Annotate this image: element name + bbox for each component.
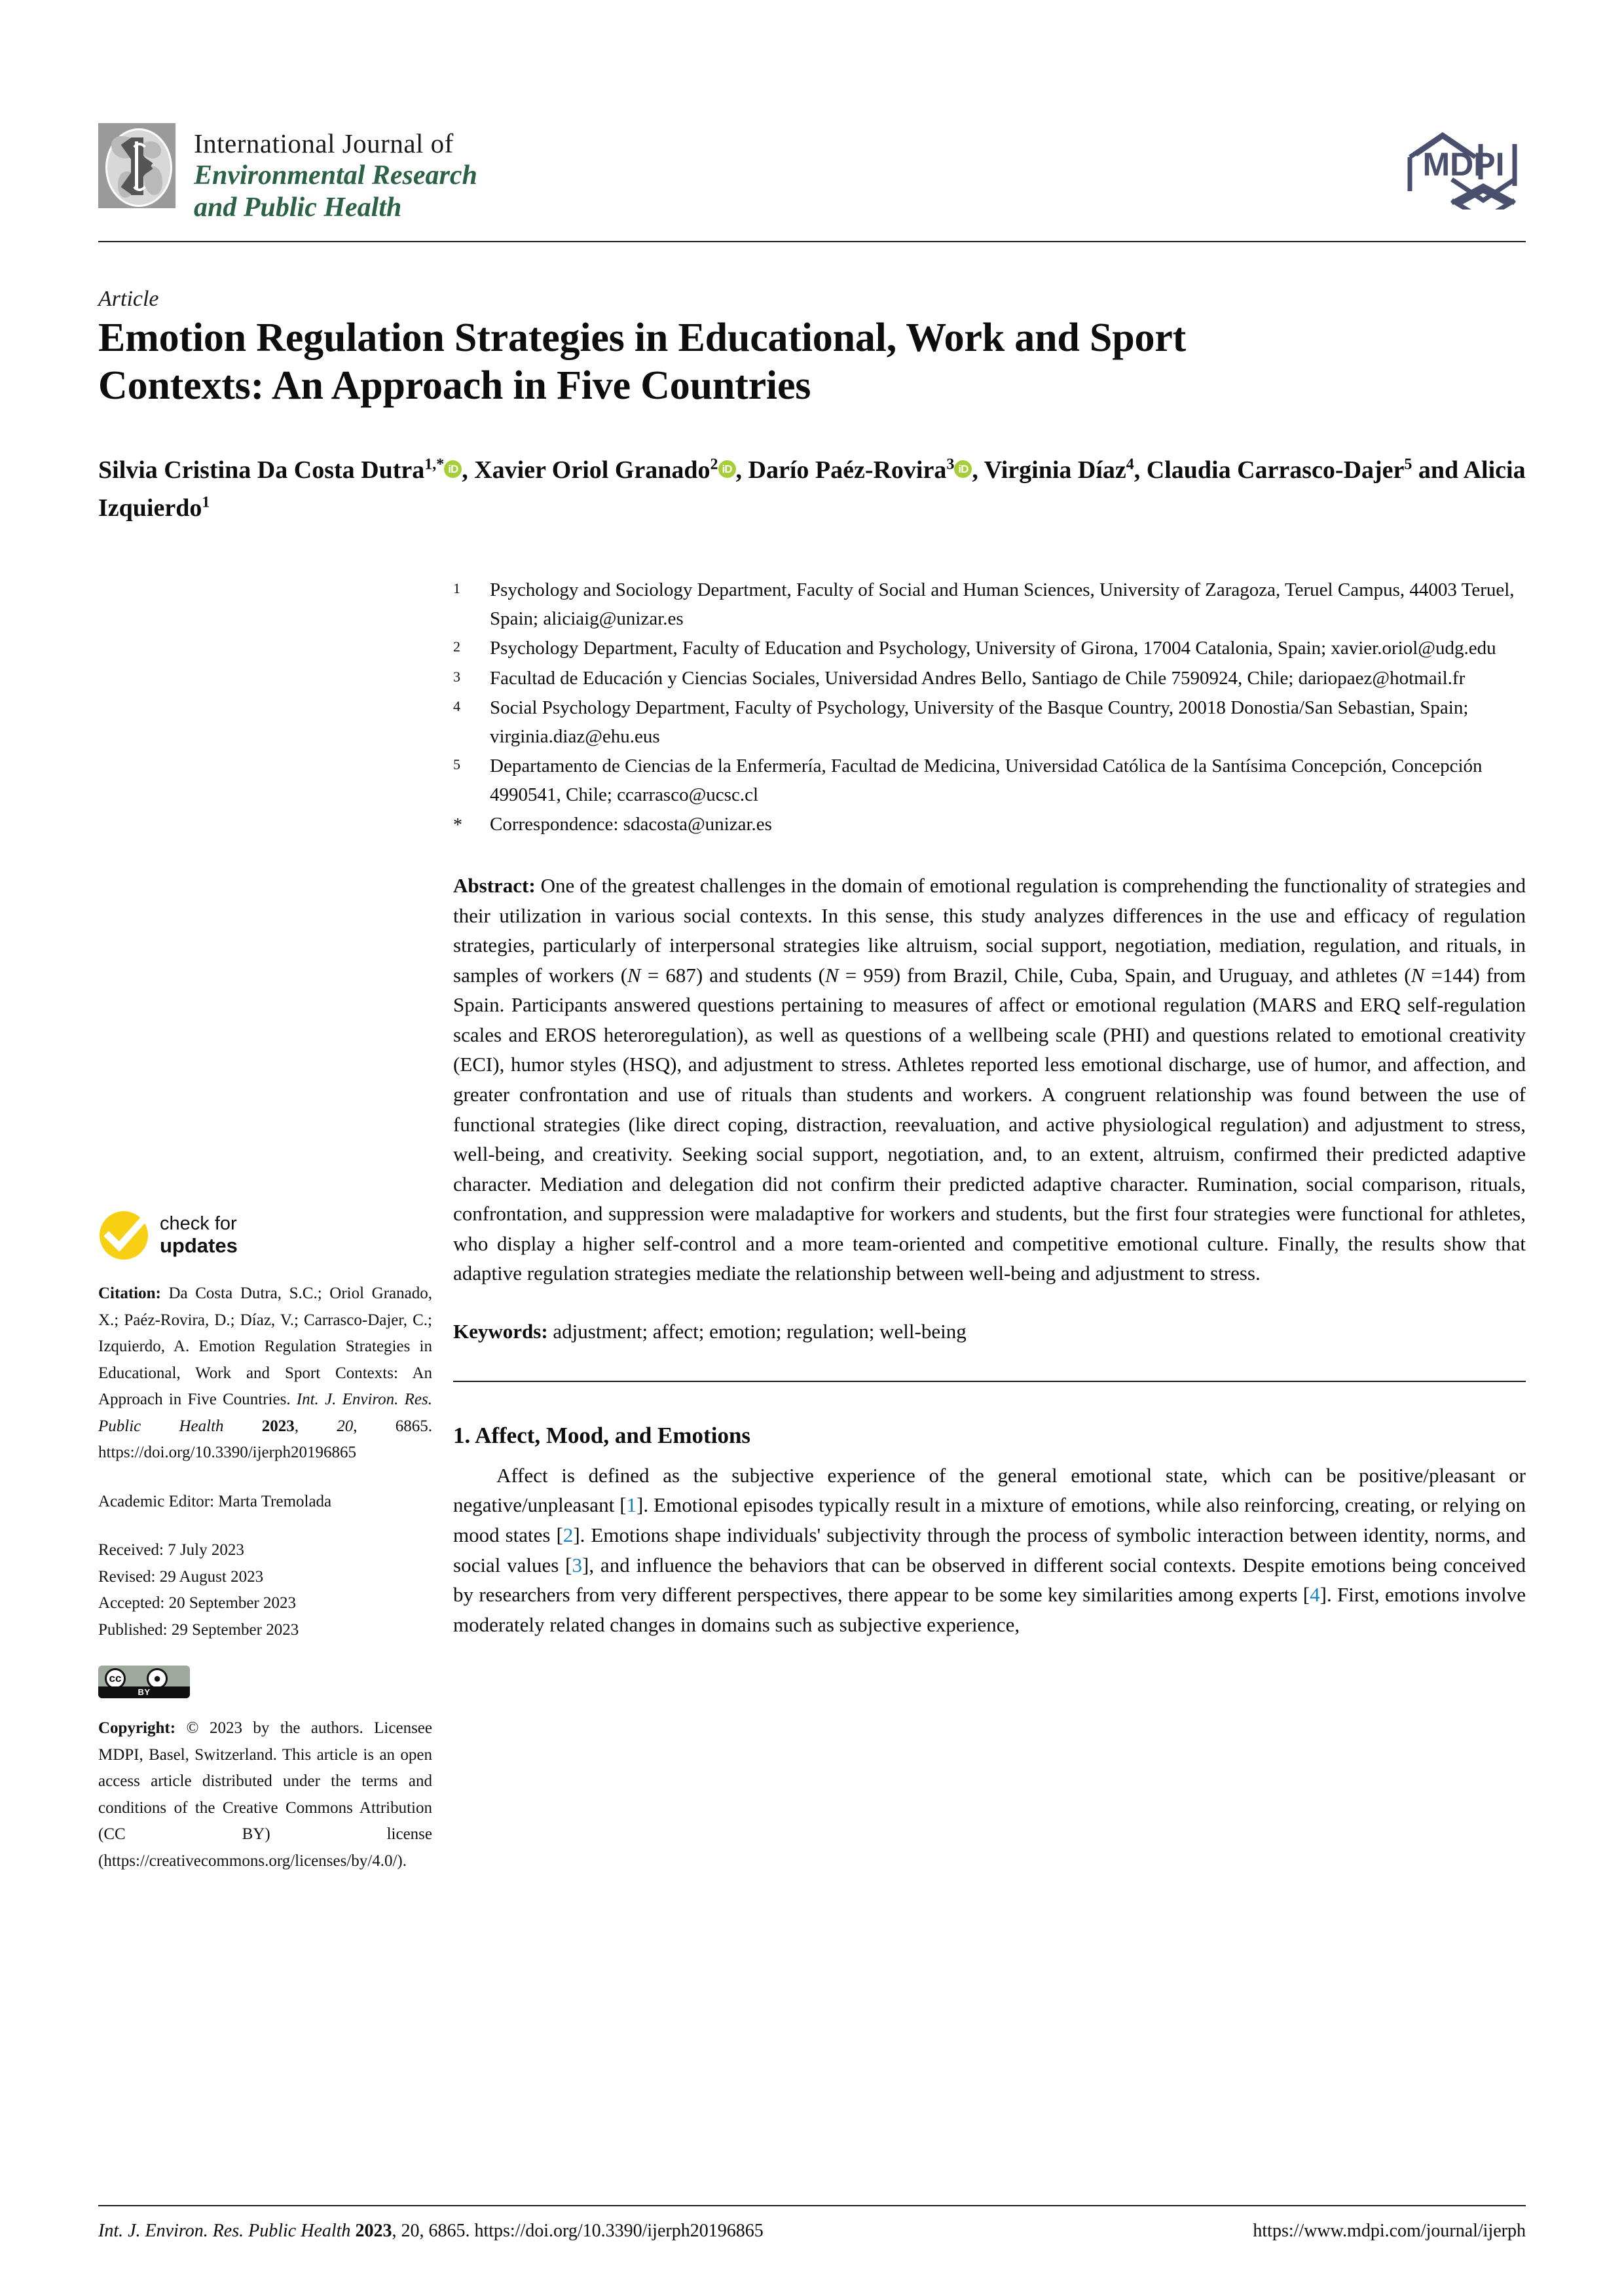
affiliation-item bbox=[453, 752, 1526, 809]
citation-block bbox=[98, 1281, 432, 1467]
affiliation-marker: 4 bbox=[453, 698, 460, 714]
journal-title-line3: and Public Health bbox=[194, 192, 402, 223]
citation-link-3[interactable]: 3 bbox=[572, 1553, 582, 1576]
paper-title-line2: Contexts: An Approach in Five Countries bbox=[98, 363, 811, 409]
affiliation-item bbox=[453, 665, 1526, 693]
received-date: Received: 7 July 2023 bbox=[98, 1541, 244, 1559]
affiliation-marker: 3 bbox=[453, 668, 460, 685]
author-sup-2: 2 bbox=[710, 456, 718, 473]
affiliation-text: Psychology Department, Faculty of Education and Psychology, University of Girona, 17004 Catalonia, Spain; xavier.oriol@udg.edu bbox=[490, 638, 1496, 659]
abstract-label: Abstract: bbox=[453, 874, 536, 897]
affiliation-item bbox=[453, 694, 1526, 751]
author-sup-5: 5 bbox=[1404, 456, 1412, 473]
keywords-text: adjustment; affect; emotion; regulation; well-being bbox=[547, 1319, 967, 1343]
author-name-6: Alicia Izquierdo bbox=[98, 456, 1526, 522]
published-date: Published: 29 September 2023 bbox=[98, 1620, 299, 1639]
keywords bbox=[453, 1317, 1526, 1347]
body-part-2: ]. Emotional episodes typically result in a mixture of emotions, while also reinforcing, creating, or relying on mood states [ bbox=[453, 1493, 1526, 1546]
author-list: Silvia Cristina Da Costa Dutra$^{1,*}$ iD , Xavier Oriol Granado$^2$ iD , Darío Paéz-Rovira$^3$ iD , Virginia Díaz$^4$, Claudia Carrasco-Dajer$^5$ and Alicia Izquierdo$^1$ bbox=[98, 456, 1526, 522]
check-for-updates-text bbox=[160, 1213, 238, 1257]
mdpi-logo-icon bbox=[1401, 126, 1526, 210]
creative-commons-badge-icon[interactable] bbox=[98, 1666, 190, 1698]
citation-link-4[interactable]: 4 bbox=[1310, 1583, 1320, 1607]
author-sup-1: 1,* bbox=[424, 456, 445, 473]
orcid-icon[interactable]: iD bbox=[444, 460, 462, 478]
footer-divider bbox=[98, 2205, 1526, 2206]
footer-left bbox=[98, 2221, 764, 2242]
affiliation-item bbox=[453, 576, 1526, 633]
copyright-label: Copyright: bbox=[98, 1719, 176, 1737]
affiliation-text: Departamento de Ciencias de la Enfermería, Facultad de Medicina, Universidad Católica de la Santísima Concepción, Concepción 4990541, Chile; ccarrasco@ucsc.cl bbox=[490, 756, 1483, 805]
journal-masthead bbox=[98, 123, 1526, 234]
orcid-icon[interactable]: iD bbox=[954, 460, 972, 478]
abstract-part-4: =144) from Spain. Participants answered questions pertaining to measures of affect or emotional regulation (MARS and ERQ self-regulation scales and EROS heteroregulation), as well as questions of a wellbeing scale (PHI) and questions related to emotional creativity (ECI), humor styles (HSQ), and adjustment to stress. Athletes reported less emotional discharge, use of humor, and affection, and greater confrontation and use of rituals than students and workers. A congruent relationship was found between the use of functional strategies (like direct coping, distraction, reevaluation, and active physiological regulation) and adjustment to stress, well-being, and creativity. Seeking social support, negotiation, and, to an extent, altruism, confirmed their predicted adaptive character. Mediation and delegation did not confirm their predicted adaptive character. Rumination, social comparison, rituals, confrontation, and suppression were maladaptive for workers and students, but the first four strategies were functional for athletes, who display a higher self-control and a more team-oriented and competitive emotional culture. Finally, the results show that adaptive regulation strategies mediate the relationship between well-being and adjustment to stress. bbox=[453, 963, 1526, 1285]
footer-year: 2023 bbox=[350, 2221, 392, 2241]
footer-citation: , 20, 6865. https://doi.org/10.3390/ijerph20196865 bbox=[392, 2221, 764, 2241]
author-name-5: Claudia Carrasco-Dajer bbox=[1146, 456, 1405, 484]
journal-title bbox=[194, 123, 477, 223]
citation-doi[interactable]: , 6865. https://doi.org/10.3390/ijerph20196865 bbox=[98, 1417, 432, 1461]
paper-title-line1: Emotion Regulation Strategies in Educational, Work and Sport bbox=[98, 316, 1187, 360]
citation-year: 2023 bbox=[223, 1417, 295, 1435]
cc-by-label: BY bbox=[138, 1687, 151, 1697]
copyright-text: © 2023 by the authors. Licensee MDPI, Basel, Switzerland. This article is an open access article distributed under the terms and conditions of the Creative Commons Attribution (CC BY) license (https://creativecommons.org/licenses/by/4.0/). bbox=[98, 1719, 432, 1870]
sidebar bbox=[98, 1210, 432, 1874]
footer-right-url[interactable]: https://www.mdpi.com/journal/ijerph bbox=[1253, 2221, 1526, 2241]
abstract-n-2: N bbox=[825, 963, 839, 987]
section-body bbox=[453, 1461, 1526, 1639]
citation-volume: , 20 bbox=[294, 1417, 354, 1435]
author-sup-6: 1 bbox=[202, 494, 210, 511]
correspondence-text: Correspondence: sdacosta@unizar.es bbox=[490, 814, 772, 835]
page-footer bbox=[98, 2221, 1526, 2242]
journal-logo bbox=[98, 123, 477, 223]
mdpi-logo bbox=[1401, 126, 1526, 210]
citation-authors: Da Costa Dutra, S.C.; Oriol Granado, X.; Paéz-Rovira, D.; Díaz, V.; Carrasco-Dajer, C.; Izquierdo, A. Emotion Regulation Strategies in Educational, Work and Sport Contexts: An Approach in Five Countries. bbox=[98, 1285, 432, 1408]
revised-date: Revised: 29 August 2023 bbox=[98, 1567, 264, 1586]
citation-label: Citation: bbox=[98, 1285, 161, 1302]
article-type-label: Article bbox=[98, 287, 159, 311]
author-name-1: Silvia Cristina Da Costa Dutra bbox=[98, 456, 425, 484]
affiliation-list bbox=[453, 576, 1526, 839]
citation-link-2[interactable]: 2 bbox=[563, 1523, 574, 1546]
abstract-n-3: N bbox=[1411, 963, 1425, 987]
check-for-updates-badge[interactable] bbox=[98, 1210, 432, 1261]
abstract-part-3: = 959) from Brazil, Chile, Cuba, Spain, and Uruguay, and athletes ( bbox=[838, 963, 1411, 987]
affiliation-text: Facultad de Educación y Ciencias Sociales, Universidad Andres Bello, Santiago de Chile 7590924, Chile; dariopaez@hotmail.fr bbox=[490, 667, 1466, 689]
affiliation-item bbox=[453, 634, 1526, 663]
check-for-updates-line1: check for bbox=[160, 1213, 237, 1235]
copyright-block bbox=[98, 1715, 432, 1874]
accepted-date: Accepted: 20 September 2023 bbox=[98, 1594, 296, 1612]
footer-journal: Int. J. Environ. Res. Public Health bbox=[98, 2221, 351, 2241]
affiliation-marker: 1 bbox=[453, 580, 460, 596]
orcid-icon[interactable]: iD bbox=[718, 460, 736, 478]
body-part-1: Affect is defined as the subjective experience of the general emotional state, which can be positive/pleasant or negative/unpleasant [ bbox=[453, 1463, 1526, 1517]
author-name-3: Darío Paéz-Rovira bbox=[748, 456, 947, 484]
abstract bbox=[453, 871, 1526, 1288]
header-divider bbox=[98, 241, 1526, 242]
keywords-divider bbox=[453, 1381, 1526, 1382]
section-heading: 1. Affect, Mood, and Emotions bbox=[453, 1422, 751, 1448]
body-part-3: ]. Emotions shape individuals' subjectivity through the process of symbolic interaction between identity, norms, and social values [ bbox=[453, 1523, 1526, 1576]
affiliation-text: Social Psychology Department, Faculty of Psychology, University of the Basque Country, 20018 Donostia/San Sebastian, Spain; virginia.diaz@ehu.eus bbox=[490, 697, 1469, 747]
author-sup-4: 4 bbox=[1126, 456, 1134, 473]
citation-journal: Int. J. Environ. Res. Public Health bbox=[98, 1391, 432, 1435]
globe-emblem-icon bbox=[98, 123, 175, 208]
affiliation-marker: 2 bbox=[453, 638, 460, 655]
abstract-part-1: One of the greatest challenges in the domain of emotional regulation is comprehending the functionality of strategies and their utilization in various social contexts. In this sense, this study analyzes differences in the use and efficacy of regulation strategies, particularly of interpersonal strategies like altruism, social support, negotiation, mediation, regulation, and rituals, in samples of workers ( bbox=[453, 874, 1526, 987]
journal-title-line2: Environmental Research bbox=[194, 160, 477, 191]
correspondence-marker: * bbox=[453, 815, 462, 835]
main-column bbox=[453, 576, 1526, 1639]
mdpi-logo-text: MDPI bbox=[1422, 146, 1505, 183]
academic-editor: Academic Editor: Marta Tremolada bbox=[98, 1492, 332, 1510]
check-for-updates-icon bbox=[98, 1210, 149, 1261]
affiliation-item bbox=[453, 811, 1526, 839]
author-conjunction: and bbox=[1418, 456, 1459, 484]
affiliation-marker: 5 bbox=[453, 756, 460, 773]
affiliation-text: Psychology and Sociology Department, Faculty of Social and Human Sciences, University of Zaragoza, Teruel Campus, 44003 Teruel, Spain; aliciaig@unizar.es bbox=[490, 579, 1515, 629]
body-part-4: ], and influence the behaviors that can be observed in different social contexts. Despite emotions being conceived by researchers from very different perspectives, there appear to be some key similarities among experts [ bbox=[453, 1553, 1526, 1607]
abstract-part-2: = 687) and students ( bbox=[640, 963, 826, 987]
page-title bbox=[98, 314, 1526, 410]
abstract-n-1: N bbox=[627, 963, 641, 987]
body-part-5: ]. First, emotions involve moderately related changes in domains such as subjective experience, bbox=[453, 1583, 1526, 1636]
citation-link-1[interactable]: 1 bbox=[626, 1493, 637, 1517]
author-sup-3: 3 bbox=[946, 456, 955, 473]
check-for-updates-line2: updates bbox=[160, 1233, 238, 1257]
cc-attribution-icon: ● bbox=[147, 1668, 168, 1689]
journal-title-line1: International Journal of bbox=[194, 128, 454, 158]
author-name-2: Xavier Oriol Granado bbox=[474, 456, 710, 484]
keywords-label: Keywords: bbox=[453, 1319, 548, 1343]
author-name-4: Virginia Díaz bbox=[984, 456, 1126, 484]
cc-circle-icon: cc bbox=[105, 1668, 126, 1689]
